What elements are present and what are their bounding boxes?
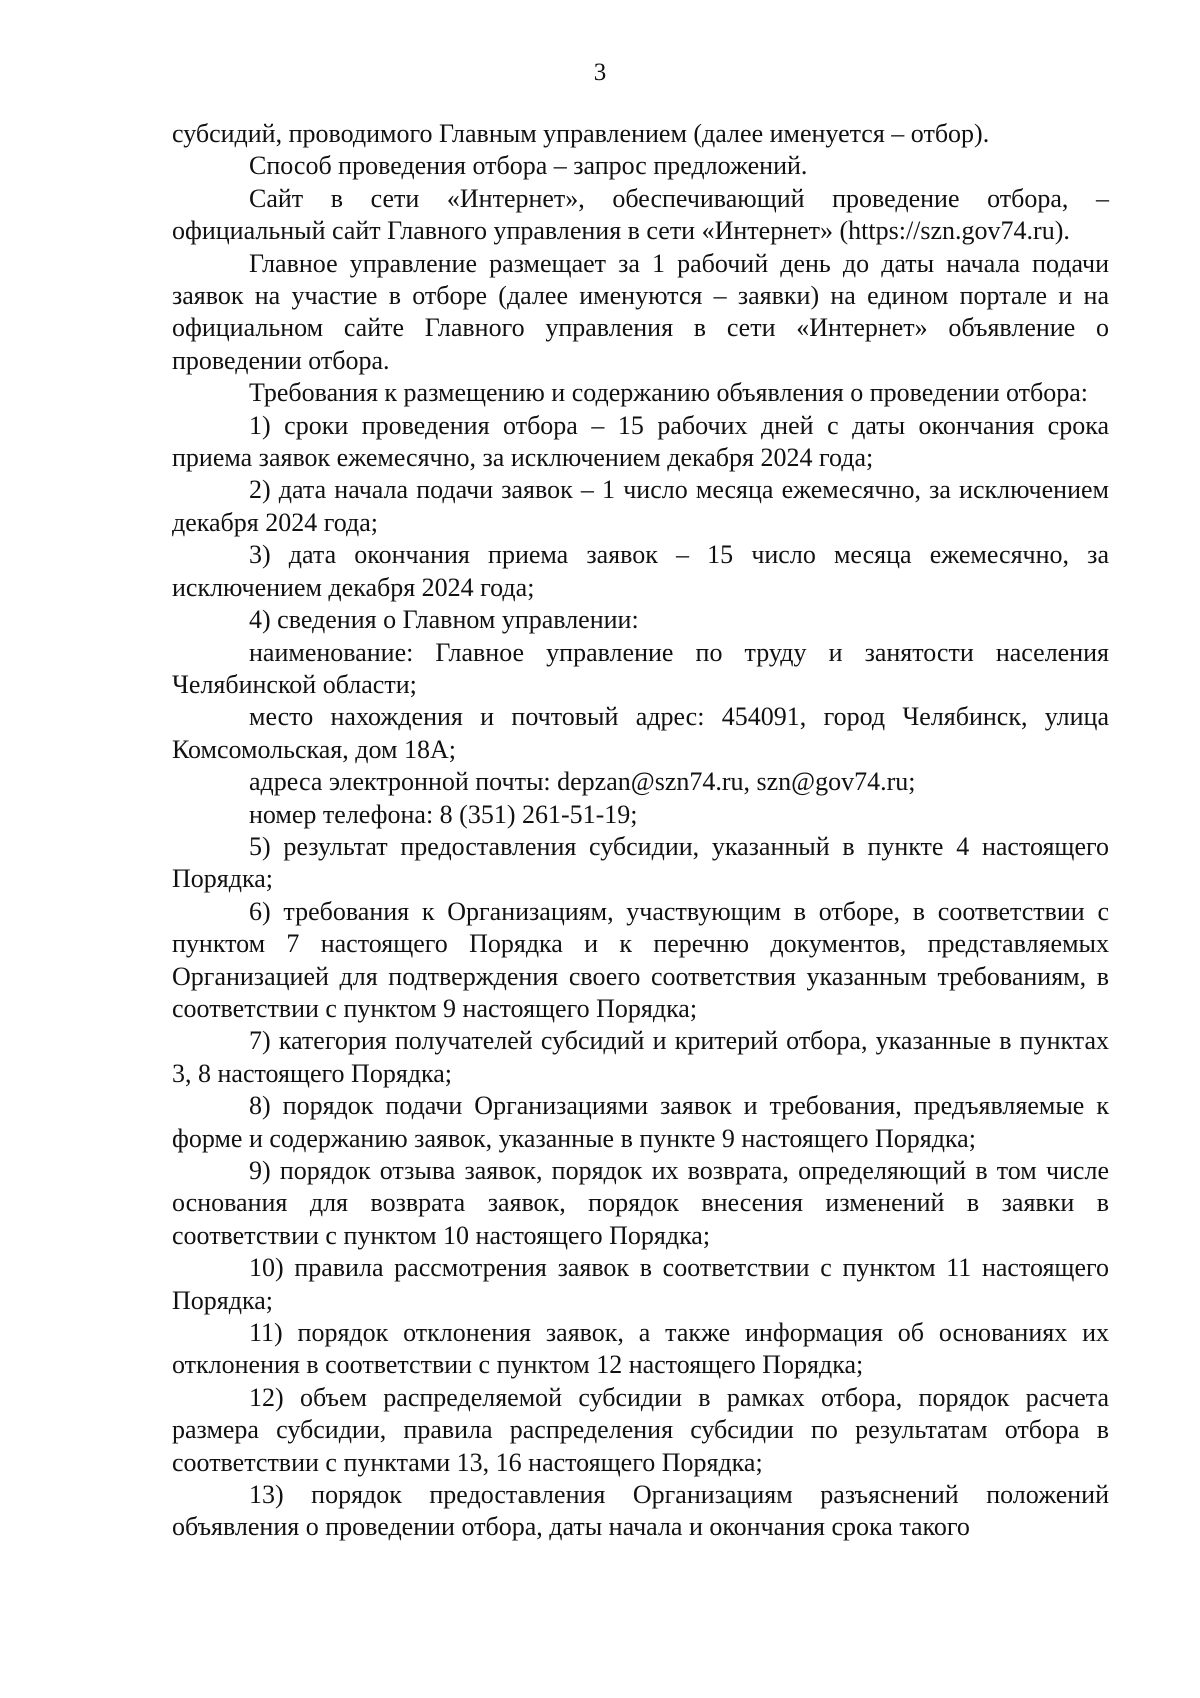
list-item-12: 12) объем распределяемой субсидии в рамках отбора, порядок расчета размера субсидии, правила распределения субсидии по результатам отбора в соответствии с пунктами 13, 16 настоящего Порядка; xyxy=(172,1382,1109,1477)
list-item-7: 7) категория получателей субсидий и критерий отбора, указанные в пунктах 3, 8 настоящего Порядка; xyxy=(172,1026,1109,1088)
paragraph-announcement: Главное управление размещает за 1 рабочий день до даты начала подачи заявок на участие в отборе (далее именуются – заявки) на едином портале и на официальном сайте Главного управления в сети «Интернет» объявление о проведении отбора. xyxy=(172,248,1109,375)
info-email: адреса электронной почты: depzan@szn74.ru, szn@gov74.ru; xyxy=(249,767,916,797)
info-name: наименование: Главное управление по труду и занятости населения Челябинской области; xyxy=(172,637,1109,699)
list-item-11: 11) порядок отклонения заявок, а также информация об основаниях их отклонения в соответствии с пунктом 12 настоящего Порядка; xyxy=(172,1318,1109,1380)
list-item-6: 6) требования к Организациям, участвующим в отборе, в соответствии с пунктом 7 настоящего Порядка и к перечню документов, представляемых Организацией для подтверждения своего соответствия указанным требованиям, в соответствии с пунктом 9 настоящего Порядка; xyxy=(172,896,1109,1023)
paragraph-requirements-intro: Требования к размещению и содержанию объявления о проведении отбора: xyxy=(249,378,1089,408)
paragraph-website: Сайт в сети «Интернет», обеспечивающий проведение отбора, – официальный сайт Главного управления в сети «Интернет» (https://szn.gov74.ru). xyxy=(172,183,1109,246)
info-address: место нахождения и почтовый адрес: 454091, город Челябинск, улица Комсомольская, дом 18А; xyxy=(172,702,1109,764)
page-number: 3 xyxy=(593,59,607,86)
list-item-9: 9) порядок отзыва заявок, порядок их возврата, определяющий в том числе основания для возврата заявок, порядок внесения изменений в заявки в соответствии с пунктом 10 настоящего Порядка; xyxy=(172,1156,1109,1250)
list-item-13: 13) порядок предоставления Организациям разъяснений положений объявления о проведении отбора, даты начала и окончания срока такого xyxy=(172,1480,1109,1542)
paragraph-continuation: субсидий, проводимого Главным управлением (далее именуется – отбор). xyxy=(172,119,990,148)
list-item-1: 1) сроки проведения отбора – 15 рабочих дней с даты окончания срока приема заявок ежемесячно, за исключением декабря 2024 года; xyxy=(172,410,1109,473)
list-item-4: 4) сведения о Главном управлении: xyxy=(249,605,639,635)
list-item-5: 5) результат предоставления субсидии, указанный в пункте 4 настоящего Порядка; xyxy=(172,831,1109,894)
list-item-2: 2) дата начала подачи заявок – 1 число месяца ежемесячно, за исключением декабря 2024 года; xyxy=(172,475,1109,537)
list-item-8: 8) порядок подачи Организациями заявок и требования, предъявляемые к форме и содержанию заявок, указанные в пункте 9 настоящего Порядка; xyxy=(172,1091,1109,1153)
info-phone: номер телефона: 8 (351) 261-51-19; xyxy=(249,799,638,829)
list-item-3: 3) дата окончания приема заявок – 15 число месяца ежемесячно, за исключением декабря 2024 года; xyxy=(172,540,1109,602)
paragraph-selection-method: Способ проведения отбора – запрос предложений. xyxy=(249,151,808,181)
document-body xyxy=(172,118,1109,1544)
list-item-10: 10) правила рассмотрения заявок в соответствии с пунктом 11 настоящего Порядка; xyxy=(172,1253,1109,1315)
